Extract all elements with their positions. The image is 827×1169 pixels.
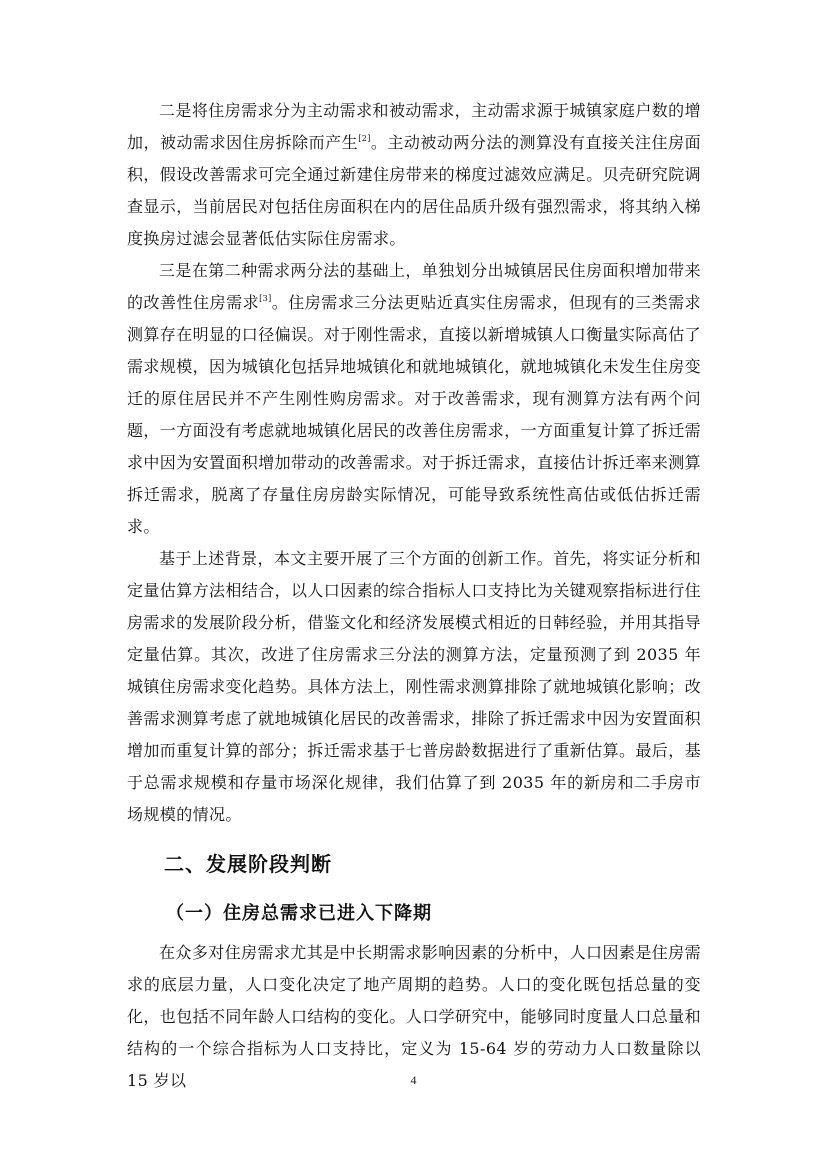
paragraph-text: 三是在第二种需求两分法的基础上，单独划分出城镇居民住房面积增加带来的改善性住房需求 (127, 261, 701, 312)
page-number: 4 (410, 1073, 417, 1087)
paragraph-demand-split-two (127, 95, 701, 255)
section-heading: 二、发展阶段判断 (164, 852, 332, 876)
paragraph-demand-split-three (127, 255, 701, 543)
paragraph-text: 。住房需求三分法更贴近真实住房需求，但现有的三类需求测算存在明显的口径偏误。对于刚性需求，直接以新增城镇人口衡量实际高估了需求规模，因为城镇化包括异地城镇化和就地城镇化，就地城镇化未发生住房变迁的原住居民并不产生刚性购房需求。对于改善需求，现有测算方法有两个问题，一方面没有考虑就地城镇化居民的改善住房需求，一方面重复计算了拆迁需求中因为安置面积增加带动的改善需求。对于拆迁需求，直接估计拆迁率来测算拆迁需求，脱离了存量住房房龄实际情况，可能导致系统性高估或低估拆迁需求。 (127, 293, 702, 536)
paragraph-population-factor: 在众多对住房需求尤其是中长期需求影响因素的分析中，人口因素是住房需求的底层力量，人口变化决定了地产周期的趋势。人口的变化既包括总量的变化，也包括不同年龄人口结构的变化。人口学研究中，能够同时度量人口总量和结构的一个综合指标为人口支持比，定义为 15-64 岁的劳动力人口数量除以 15 岁以 (127, 943, 702, 1090)
citation-ref: [3] (259, 294, 272, 303)
citation-ref: [2] (358, 134, 371, 143)
paragraph-text: 。主动被动两分法的测算没有直接关注住房面积，假设改善需求可完全通过新建住房带来的梯度过滤效应满足。贝壳研究院调查显示，当前居民对包括住房面积在内的居住品质升级有强烈需求，将其纳入梯度换房过滤会显著低估实际住房需求。 (127, 133, 702, 248)
subsection-heading: （一）住房总需求已进入下降期 (166, 903, 432, 924)
paragraph-text: 二是将住房需求分为主动需求和被动需求，主动需求源于城镇家庭户数的增加，被动需求因住房拆除而产生 (127, 101, 701, 152)
document-body (127, 95, 701, 1097)
paragraph-innovation: 基于上述背景，本文主要开展了三个方面的创新工作。首先，将实证分析和定量估算方法相结合，以人口因素的综合指标人口支持比为关键观察指标进行住房需求的发展阶段分析，借鉴文化和经济发展模式相近的日韩经验，并用其指导定量估算。其次，改进了住房需求三分法的测算方法，定量预测了到 2035 年城镇住房需求变化趋势。具体方法上，刚性需求测算排除了就地城镇化影响；改善需求测算考虑了就地城镇化居民的改善需求，排除了拆迁需求中因为安置面积增加而重复计算的部分；拆迁需求基于七普房龄数据进行了重新估算。最后，基于总需求规模和存量市场深化规律，我们估算了到 2035 年的新房和二手房市场规模的情况。 (127, 549, 702, 824)
